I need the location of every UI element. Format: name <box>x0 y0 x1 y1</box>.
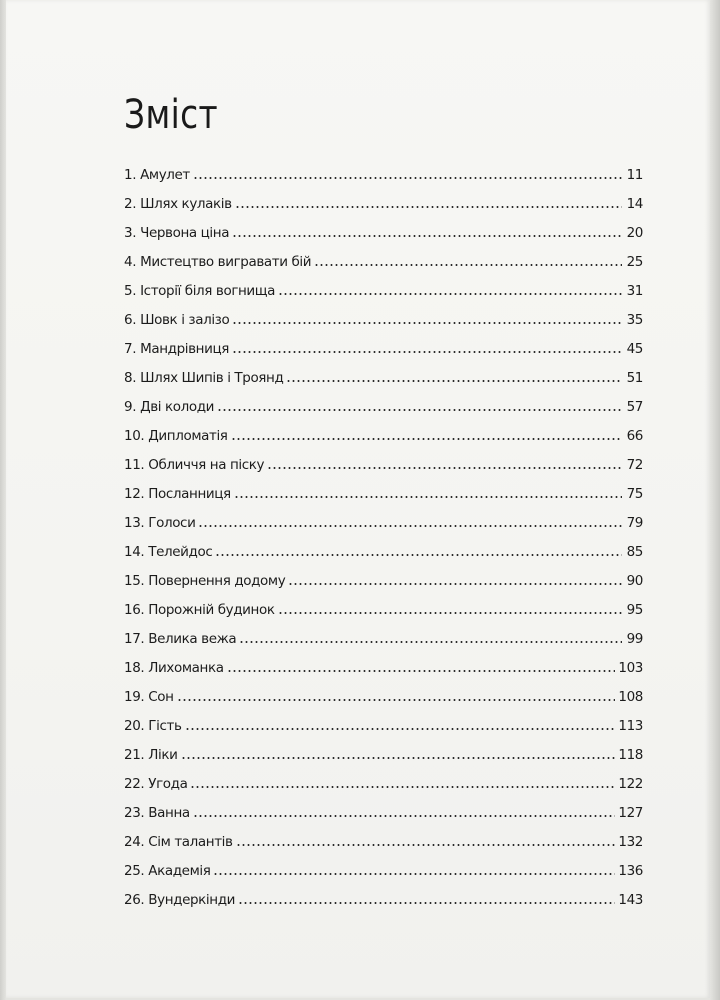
dot-leader <box>227 669 616 673</box>
toc-entry[interactable] <box>124 763 643 792</box>
chapter-number: 22. <box>124 776 145 792</box>
page-number: 143 <box>618 892 643 908</box>
chapter-title: Амулет <box>140 167 190 183</box>
toc-entry[interactable] <box>124 415 643 444</box>
chapter-title: Сім талантів <box>148 834 233 850</box>
chapter-number: 17. <box>124 631 145 647</box>
toc-entry[interactable] <box>124 618 643 647</box>
chapter-number: 11. <box>124 457 145 473</box>
chapter-number: 20. <box>124 718 145 734</box>
table-of-contents <box>124 154 643 908</box>
page-number: 14 <box>626 196 643 212</box>
chapter-title: Ліки <box>148 747 178 763</box>
chapter-title: Угода <box>148 776 188 792</box>
page-number: 103 <box>618 660 643 676</box>
chapter-title: Голоси <box>148 515 196 531</box>
page-number: 118 <box>618 747 643 763</box>
toc-entry[interactable] <box>124 270 643 299</box>
chapter-title: Повернення додому <box>148 573 286 589</box>
toc-entry[interactable] <box>124 299 643 328</box>
chapter-title: Гість <box>148 718 182 734</box>
chapter-title: Велика вежа <box>148 631 237 647</box>
page-number: 113 <box>618 718 643 734</box>
page-number: 136 <box>618 863 643 879</box>
chapter-number: 1. <box>124 167 137 183</box>
chapter-number: 21. <box>124 747 145 763</box>
book-page <box>6 0 710 998</box>
chapter-title: Телейдос <box>148 544 213 560</box>
page-number: 35 <box>626 312 643 328</box>
chapter-number: 24. <box>124 834 145 850</box>
dot-leader <box>267 466 622 470</box>
toc-entry[interactable] <box>124 444 643 473</box>
chapter-title: Академія <box>148 863 211 879</box>
dot-leader <box>239 640 622 644</box>
chapter-number: 4. <box>124 254 137 270</box>
dot-leader <box>217 408 622 412</box>
chapter-number: 12. <box>124 486 145 502</box>
chapter-title: Червона ціна <box>140 225 230 241</box>
toc-entry[interactable] <box>124 386 643 415</box>
chapter-title: Обличчя на піску <box>148 457 265 473</box>
dot-leader <box>235 205 622 209</box>
dot-leader <box>314 263 622 267</box>
chapter-title: Мистецтво вигравати бій <box>140 254 312 270</box>
page-number: 57 <box>626 399 643 415</box>
dot-leader <box>278 611 622 615</box>
dot-leader <box>181 756 616 760</box>
toc-entry[interactable] <box>124 879 643 908</box>
page-number: 66 <box>626 428 643 444</box>
toc-entry[interactable] <box>124 183 643 212</box>
page-number: 127 <box>618 805 643 821</box>
chapter-title: Лихоманка <box>148 660 224 676</box>
dot-leader <box>190 785 615 789</box>
toc-entry[interactable] <box>124 647 643 676</box>
page-number: 79 <box>626 515 643 531</box>
toc-entry[interactable] <box>124 328 643 357</box>
dot-leader <box>193 176 622 180</box>
chapter-number: 2. <box>124 196 137 212</box>
page-number: 20 <box>626 225 643 241</box>
toc-entry[interactable] <box>124 502 643 531</box>
page-number: 72 <box>626 457 643 473</box>
dot-leader <box>236 843 616 847</box>
toc-entry[interactable] <box>124 212 643 241</box>
chapter-number: 18. <box>124 660 145 676</box>
toc-entry[interactable] <box>124 241 643 270</box>
toc-entry[interactable] <box>124 792 643 821</box>
dot-leader <box>288 582 622 586</box>
toc-entry[interactable] <box>124 821 643 850</box>
chapter-title: Посланниця <box>148 486 231 502</box>
page-number: 85 <box>626 544 643 560</box>
dot-leader <box>215 553 622 557</box>
page-number: 11 <box>626 167 643 183</box>
chapter-title: Історії біля вогнища <box>140 283 275 299</box>
chapter-title: Вундеркінди <box>148 892 236 908</box>
page-number: 75 <box>626 486 643 502</box>
chapter-number: 5. <box>124 283 137 299</box>
dot-leader <box>231 437 622 441</box>
chapter-number: 14. <box>124 544 145 560</box>
dot-leader <box>234 495 622 499</box>
page-number: 95 <box>626 602 643 618</box>
page-number: 122 <box>618 776 643 792</box>
dot-leader <box>185 727 616 731</box>
page-number: 132 <box>618 834 643 850</box>
toc-entry[interactable] <box>124 357 643 386</box>
dot-leader <box>193 814 616 818</box>
dot-leader <box>232 350 622 354</box>
chapter-number: 26. <box>124 892 145 908</box>
chapter-number: 6. <box>124 312 137 328</box>
chapter-title: Порожній будинок <box>148 602 275 618</box>
dot-leader <box>213 872 615 876</box>
chapter-number: 23. <box>124 805 145 821</box>
dot-leader <box>177 698 616 702</box>
dot-leader <box>232 321 622 325</box>
page-number: 108 <box>618 689 643 705</box>
toc-entry[interactable] <box>124 473 643 502</box>
chapter-title: Дипломатія <box>148 428 228 444</box>
chapter-title: Сон <box>148 689 174 705</box>
chapter-number: 19. <box>124 689 145 705</box>
page-number: 90 <box>626 573 643 589</box>
page-number: 31 <box>626 283 643 299</box>
chapter-number: 3. <box>124 225 137 241</box>
page-number: 25 <box>626 254 643 270</box>
toc-entry[interactable] <box>124 531 643 560</box>
chapter-number: 25. <box>124 863 145 879</box>
toc-entry[interactable] <box>124 676 643 705</box>
chapter-title: Шлях Шипів і Троянд <box>140 370 284 386</box>
page-number: 51 <box>626 370 643 386</box>
dot-leader <box>278 292 622 296</box>
dot-leader <box>238 901 615 905</box>
chapter-title: Дві колоди <box>140 399 215 415</box>
dot-leader <box>232 234 622 238</box>
page-number: 45 <box>626 341 643 357</box>
page-title: Зміст <box>124 92 219 138</box>
chapter-title: Мандрівниця <box>140 341 229 357</box>
page-number: 99 <box>626 631 643 647</box>
toc-entry[interactable] <box>124 589 643 618</box>
dot-leader <box>198 524 622 528</box>
toc-entry[interactable] <box>124 705 643 734</box>
chapter-number: 7. <box>124 341 137 357</box>
toc-entry[interactable] <box>124 560 643 589</box>
chapter-number: 10. <box>124 428 145 444</box>
dot-leader <box>286 379 622 383</box>
toc-entry[interactable] <box>124 154 643 183</box>
chapter-number: 8. <box>124 370 137 386</box>
chapter-number: 16. <box>124 602 145 618</box>
chapter-title: Ванна <box>148 805 190 821</box>
chapter-number: 13. <box>124 515 145 531</box>
toc-entry[interactable] <box>124 734 643 763</box>
chapter-number: 9. <box>124 399 137 415</box>
chapter-title: Шовк і залізо <box>140 312 230 328</box>
toc-entry[interactable] <box>124 850 643 879</box>
chapter-number: 15. <box>124 573 145 589</box>
chapter-title: Шлях кулаків <box>140 196 232 212</box>
